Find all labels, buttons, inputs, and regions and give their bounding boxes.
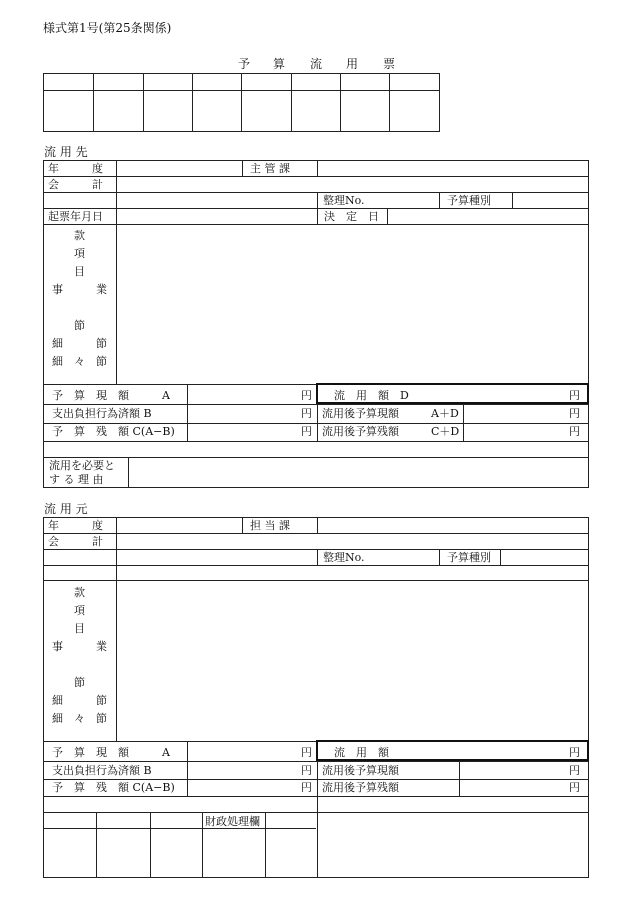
dest-after-current-formula: A＋D [431,407,459,420]
dest-dept-label: 主 管 課 [250,162,290,175]
title-char-3: 流 [310,57,323,71]
src-yen-4: 円 [569,746,580,759]
dest-year-label: 年 度 [48,162,103,175]
dest-saisaisetsu: 細 々 節 [52,355,107,368]
dest-reason-label-1: 流用を必要と [49,459,115,472]
title-char-4: 用 [346,57,359,71]
dest-yen-3: 円 [301,425,312,438]
dest-yen-4: 円 [569,389,580,402]
title-char-1: 予 [238,57,251,71]
src-saisaisetsu: 細 々 節 [52,712,107,725]
dest-draft-date-label: 起票年月日 [48,210,103,223]
dest-current-budget-label: 予 算 現 額 A [52,389,170,402]
dest-yen-5: 円 [569,407,580,420]
src-dept-label: 担 当 課 [250,519,290,532]
dest-after-remaining-label: 流用後予算残額 [322,425,399,438]
src-heading: 流 用 元 [44,502,88,516]
dest-kou: 項 [74,247,85,260]
src-transfer-amount-label: 流 用 額 [334,746,389,759]
dest-remaining-label: 予 算 残 額 C(A−B) [52,425,175,438]
dest-decision-date-label: 決 定 日 [324,210,379,223]
src-yen-6: 円 [569,781,580,794]
src-after-remaining-label: 流用後予算残額 [322,781,399,794]
src-year-label: 年 度 [48,519,103,532]
dest-saisetsu: 細 節 [52,337,107,350]
src-kou: 項 [74,604,85,617]
src-saisetsu: 細 節 [52,694,107,707]
src-transfer-amount-box [316,740,589,761]
src-jigyou: 事 業 [52,640,107,653]
src-after-current-label: 流用後予算現額 [322,764,399,777]
dest-transfer-amount-label: 流 用 額 D [334,389,409,402]
dest-table [43,160,589,488]
src-account-label: 会 計 [48,535,103,548]
src-commitment-label: 支出負担行為済額 B [52,764,152,777]
form-title [238,58,398,72]
src-yen-1: 円 [301,746,312,759]
dest-heading: 流 用 先 [44,145,88,159]
dest-yen-1: 円 [301,389,312,402]
dest-reason-label-2: す る 理 由 [49,473,104,486]
dest-seiri-label: 整理No. [323,194,365,207]
dest-after-remaining-formula: C＋D [431,425,460,438]
src-yen-3: 円 [301,781,312,794]
dest-transfer-amount-box [316,383,589,404]
src-yen-2: 円 [301,764,312,777]
dest-budget-type-label: 予算種別 [447,194,491,207]
form-id: 様式第1号(第25条関係) [43,21,172,35]
title-char-2: 算 [273,57,286,71]
src-budget-type-label: 予算種別 [447,551,491,564]
src-current-budget-label: 予 算 現 額 A [52,746,170,759]
dest-yen-2: 円 [301,407,312,420]
src-yen-5: 円 [569,764,580,777]
dest-commitment-label: 支出負担行為済額 B [52,407,152,420]
src-moku: 目 [74,622,85,635]
dest-moku: 目 [74,265,85,278]
src-setsu: 節 [74,676,85,689]
dest-kan: 款 [74,229,85,242]
dest-account-label: 会 計 [48,178,103,191]
dest-after-current-label: 流用後予算現額 [322,407,399,420]
dest-jigyou: 事 業 [52,283,107,296]
dest-setsu: 節 [74,319,85,332]
src-seiri-label: 整理No. [323,551,365,564]
title-char-5: 票 [383,57,396,71]
dest-yen-6: 円 [569,425,580,438]
src-table [43,517,589,878]
src-kan: 款 [74,586,85,599]
approval-grid [43,73,440,132]
zaisei-label: 財政処理欄 [205,815,260,828]
src-remaining-label: 予 算 残 額 C(A−B) [52,781,175,794]
